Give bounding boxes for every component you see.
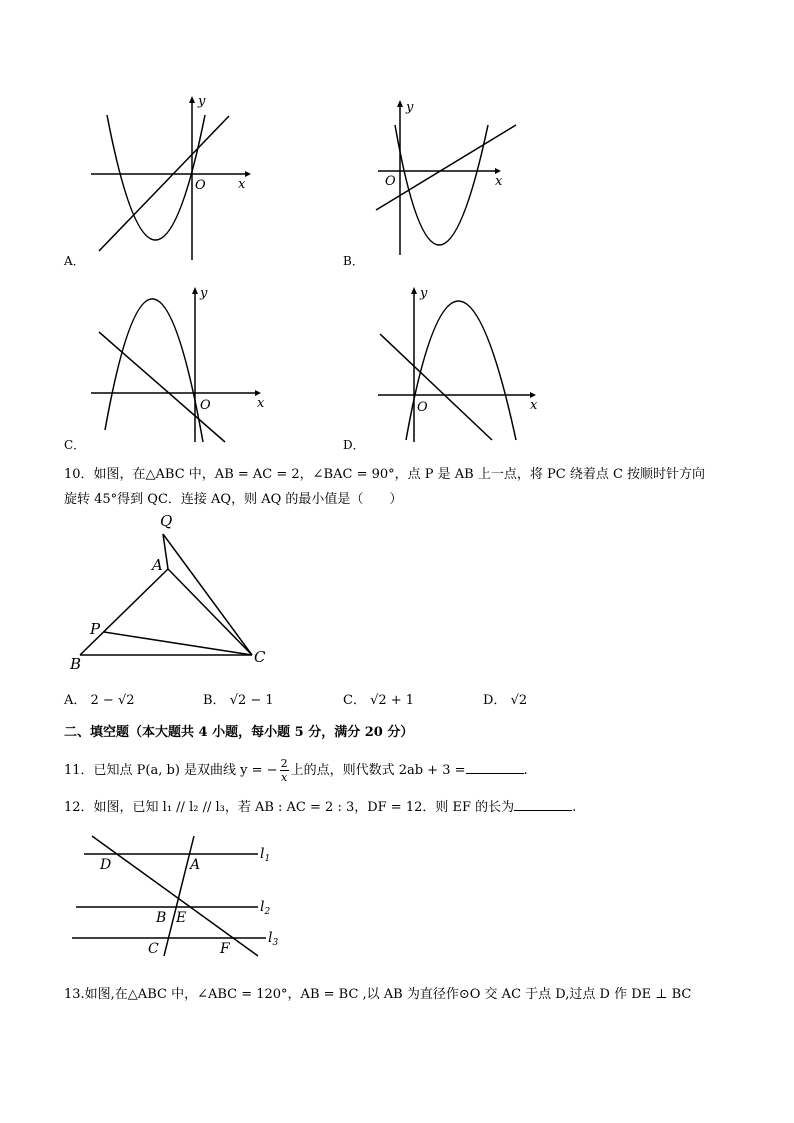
graph-d [370,282,570,447]
graph-c [85,282,285,447]
graph-c-y-arrow [192,287,198,294]
q12-label-F: F [220,941,230,957]
q12-text: 12．如图，已知 l₁ // l₂ // l₃，若 AB : AC = 2 : 3，DF = 12．则 EF 的长为 [64,800,515,815]
q10-stem-line1: 10．如图，在△ABC 中，AB = AC = 2，∠BAC = 90°，点 P 是 AB 上一点，将 PC 绕着点 C 按顺时针方向 [64,467,706,482]
q10-option-c-value: √2 + 1 [370,693,415,708]
q11-frac-den: x [280,771,288,784]
graph-a-y-arrow [189,96,195,103]
graph-c-line [99,332,225,442]
q12-label-E: E [176,910,187,926]
graph-c-y-label: y [200,286,208,301]
q10-option-d-label: D． [483,693,507,708]
q10-label-Q: Q [160,512,173,530]
graph-d-origin-label: O [417,400,428,415]
graph-d-parabola [406,301,516,440]
section2-heading: 二、填空题（本大题共 4 小题，每小题 5 分，满分 20 分） [64,725,414,740]
graph-b-x-label: x [495,174,503,189]
q10-option-a[interactable] [64,692,135,710]
q11-frac-num: 2 [280,757,288,770]
q10-option-d[interactable] [483,692,527,710]
q10-seg-AC [168,569,252,655]
q10-option-b-label: B． [203,693,226,708]
q10-option-c[interactable] [343,692,414,710]
graph-d-option-label: D． [343,438,365,452]
q12-label-l1: $l_1$ [260,846,271,864]
graph-a-parabola [107,115,205,240]
graph-c-x-label: x [257,396,265,411]
graph-b-y-label: y [406,100,414,115]
q10-option-b[interactable] [203,692,274,710]
q10-option-d-value: √2 [510,693,528,708]
graph-b-origin-label: O [385,174,396,189]
graph-a [85,95,285,265]
graph-a-line [99,116,229,251]
graph-b-y-arrow [397,100,403,107]
q11-fraction [280,757,289,784]
q12-label-D: D [100,857,112,873]
q12-end: . [572,800,577,815]
q10-label-A: A [152,556,163,574]
q11-suffix: 上的点，则代数式 2ab + 3 = [290,763,466,778]
graph-c-origin-label: O [200,398,211,413]
graph-c-option-label: C． [64,438,86,452]
q10-seg-PC [104,632,252,655]
graph-a-option-label: A． [64,254,85,268]
q12-label-l2: $l_2$ [260,899,271,917]
graph-b-parabola [395,125,488,245]
q11-answer-blank[interactable] [466,761,524,774]
graph-c-parabola [105,299,203,442]
q10-option-c-label: C． [343,693,366,708]
graph-b [370,95,570,265]
graph-a-x-arrow [245,171,251,177]
graph-b-option-label: B． [343,254,364,268]
q12-figure [68,830,288,960]
q12-stem [64,798,576,817]
q10-option-a-value: 2 − √2 [90,693,135,708]
q10-label-P: P [90,620,101,638]
q12-label-B: B [156,910,167,926]
q10-seg-BA [80,569,168,655]
q10-label-C: C [254,648,266,666]
q10-option-a-label: A． [64,693,87,708]
graph-a-origin-label: O [195,178,206,193]
q10-option-b-value: √2 − 1 [229,693,274,708]
graph-d-line [380,334,492,440]
q11-prefix: 11．已知点 P(a, b) 是双曲线 y = − [64,763,278,778]
q10-seg-QC [163,534,252,655]
q11-end: . [523,763,528,778]
q13-stem: 13.如图,在△ABC 中，∠ABC = 120°，AB = BC ,以 AB 为直径作⊙O 交 AC 于点 D,过点 D 作 DE ⊥ BC [64,987,692,1002]
q12-label-A: A [190,857,201,873]
q12-label-C: C [148,941,159,957]
q12-label-l3: $l_3$ [268,930,279,948]
q12-answer-blank[interactable] [514,798,572,811]
q11-stem [64,757,528,784]
q10-stem-line2: 旋转 45°得到 QC．连接 AQ，则 AQ 的最小值是（ ） [64,492,403,507]
q10-figure [68,514,278,674]
graph-d-y-arrow [411,287,417,294]
q10-label-B: B [70,655,82,673]
graph-a-y-label: y [198,94,206,109]
graph-a-x-label: x [238,177,246,192]
graph-d-x-label: x [530,398,538,413]
graph-d-y-label: y [420,286,428,301]
